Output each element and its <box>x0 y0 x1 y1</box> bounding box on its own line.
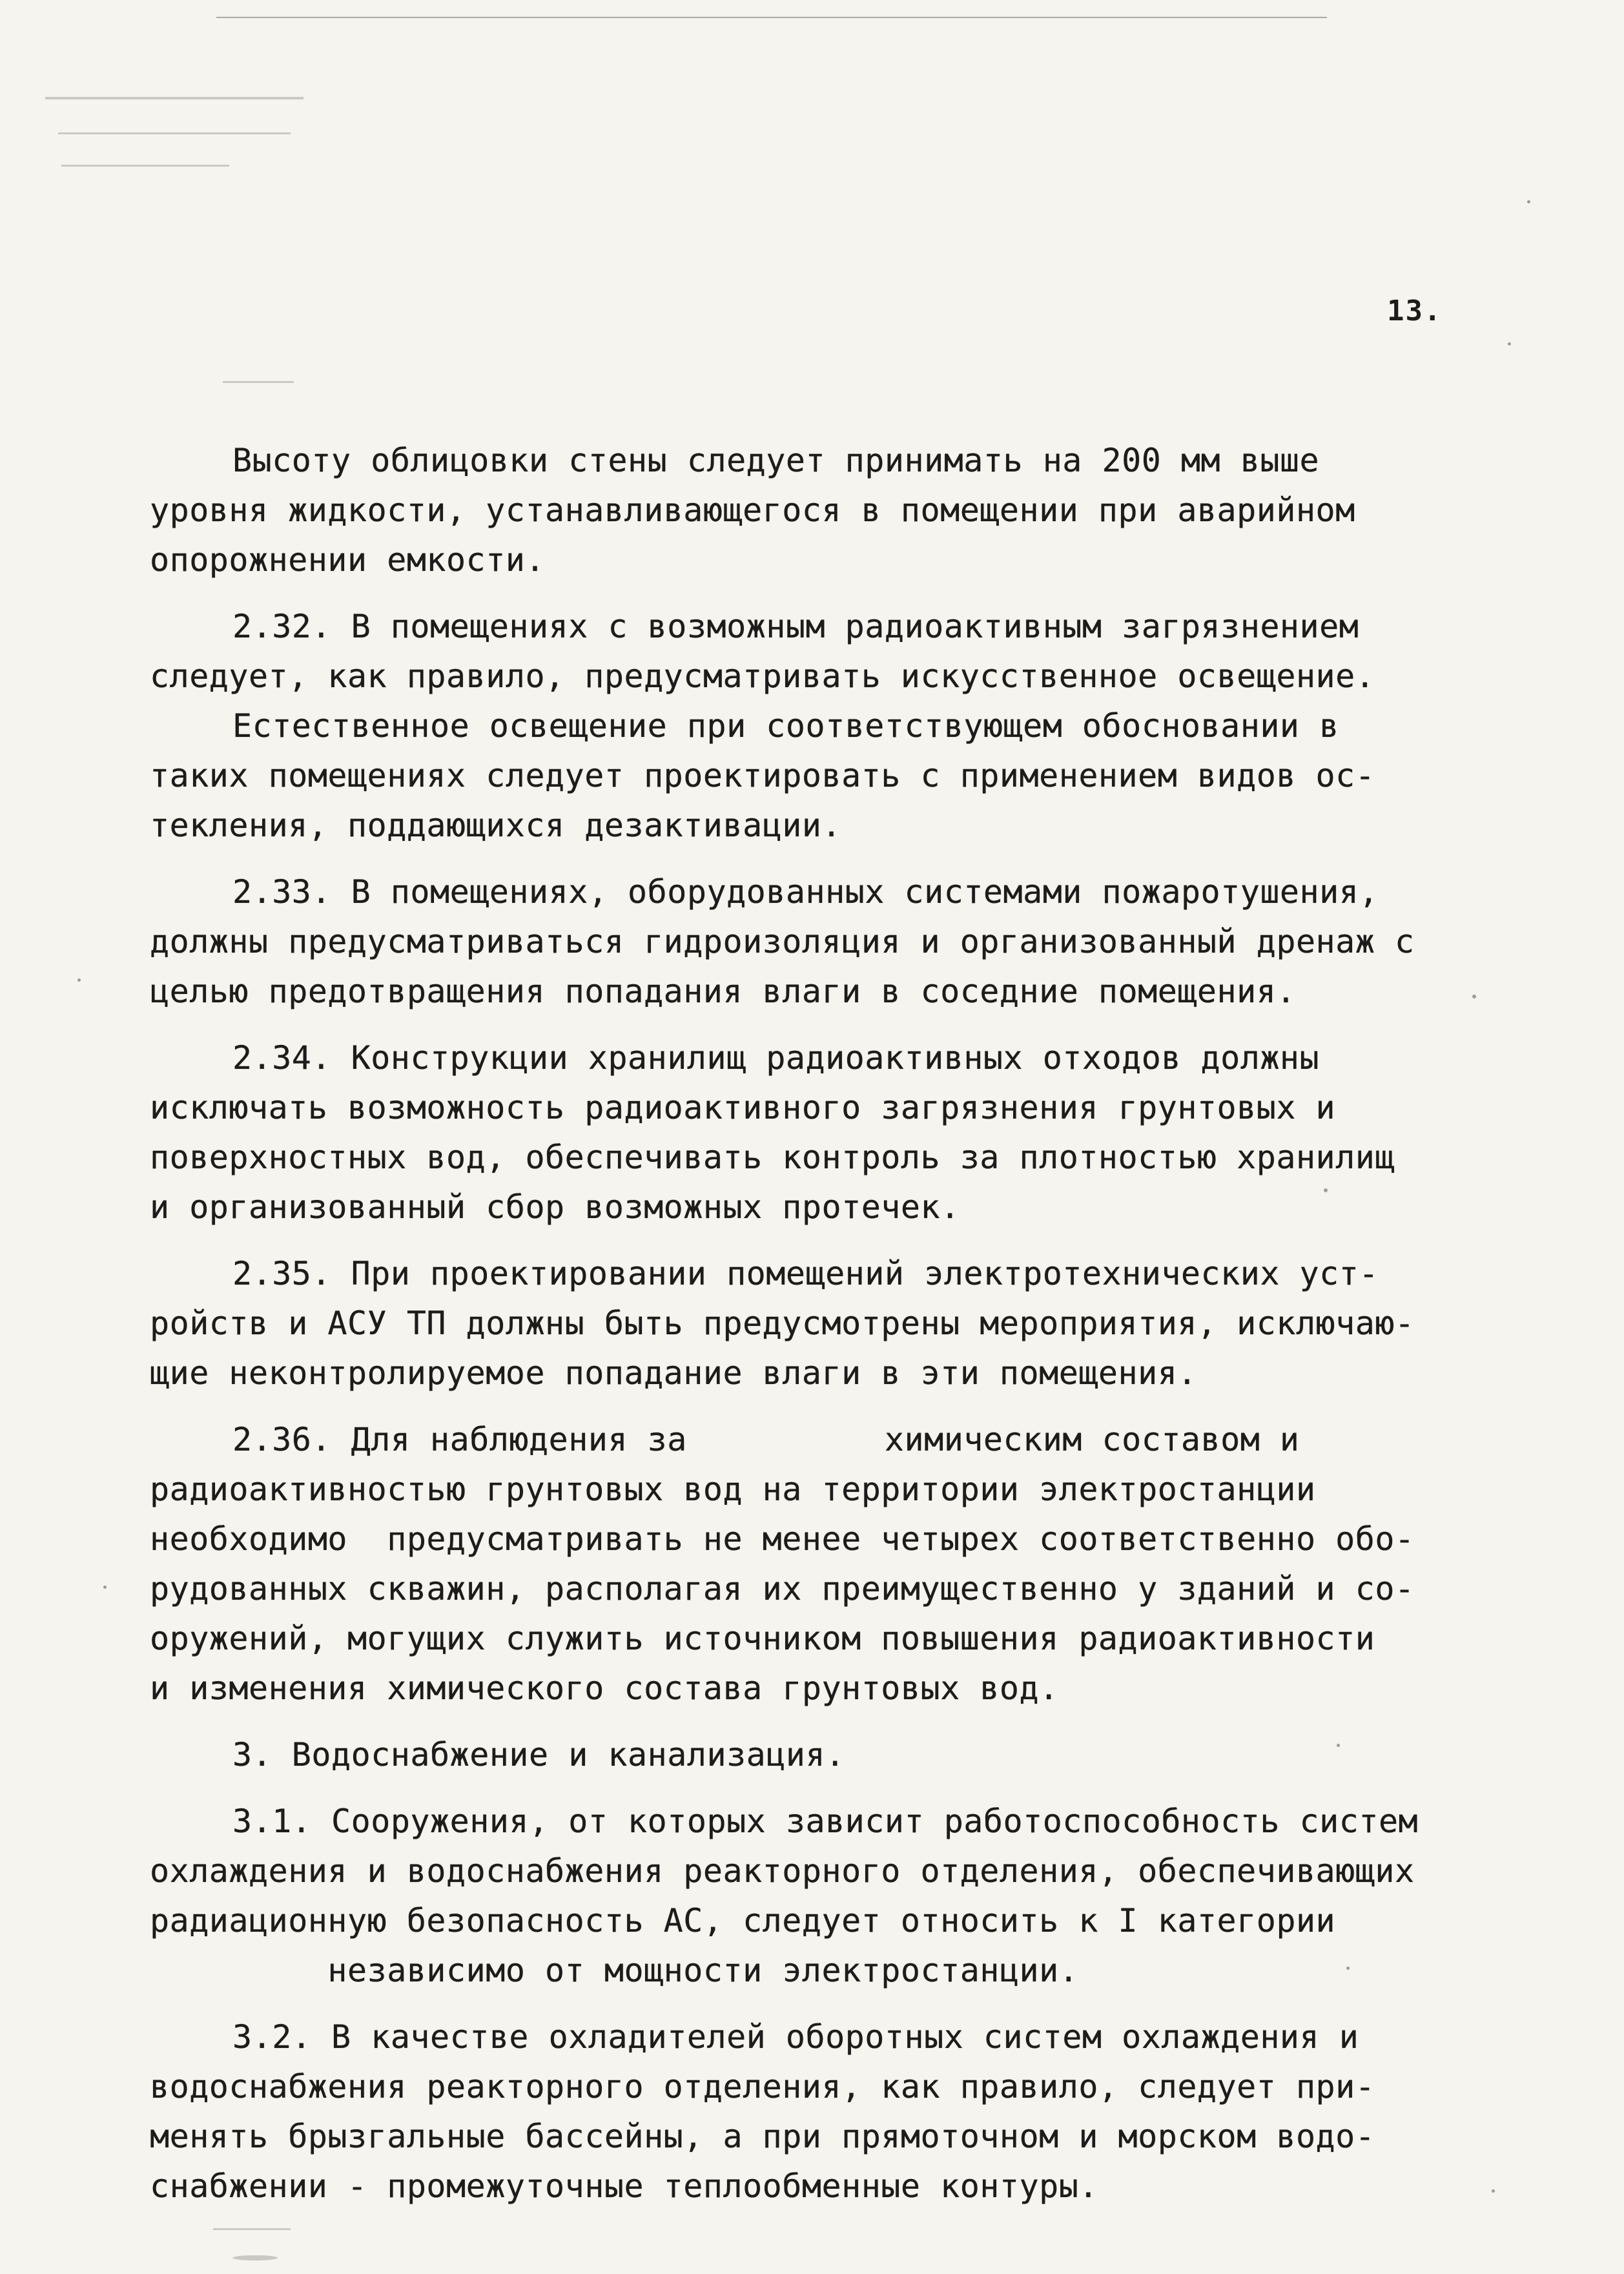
text-line: 2.34. Конструкции хранилищ радиоактивных отходов должны <box>232 1039 1320 1077</box>
text-line: поверхностных вод, обеспечивать контроль за плотностью хранилищ <box>150 1139 1395 1176</box>
text-line: независимо от мощности электростанции. <box>150 1952 1079 1989</box>
text-line: 2.36. Для наблюдения за химическим составом и <box>232 1421 1300 1458</box>
text-line: водоснабжения реакторного отделения, как правило, следует при- <box>150 2068 1375 2105</box>
page-number: 13. <box>1387 295 1443 327</box>
text-line: менять брызгальные бассейны, а при прямоточном и морском водо- <box>150 2118 1375 2155</box>
document-body <box>150 436 1428 2211</box>
text-line: 3.1. Сооружения, от которых зависит работоспособность систем <box>232 1803 1419 1840</box>
scan-artifact-left-dash <box>223 381 294 383</box>
text-line: целью предотвращения попадания влаги в соседние помещения. <box>150 973 1296 1010</box>
text-line: 3.2. В качестве охладителей оборотных систем охлаждения и <box>232 2018 1359 2056</box>
text-line: 2.32. В помещениях с возможным радиоактивным загрязнением <box>232 608 1359 645</box>
paragraph-spacer <box>150 1017 1428 1033</box>
text-line: необходимо предусматривать не менее четырех соответственно обо- <box>150 1520 1415 1558</box>
top-scan-edge-line <box>216 17 1327 18</box>
scan-artifact-top-left-2 <box>58 132 291 134</box>
text-line: оружений, могущих служить источником повышения радиоактивности <box>150 1620 1375 1657</box>
text-line: текления, поддающихся дезактивации. <box>150 807 842 844</box>
scan-speck <box>103 1586 107 1589</box>
text-line: 2.35. При проектировании помещений электротехнических уст- <box>232 1255 1379 1292</box>
text-line: Естественное освещение при соответствующем обосновании в <box>232 707 1339 745</box>
paragraph-spacer <box>150 851 1428 867</box>
text-line: Высоту облицовки стены следует принимать на 200 мм выше <box>232 442 1320 479</box>
scan-artifact-top-left-3 <box>61 165 229 167</box>
text-line: исключать возможность радиоактивного загрязнения грунтовых и <box>150 1089 1336 1126</box>
text-line: таких помещениях следует проектировать с применением видов ос- <box>150 757 1375 794</box>
text-line: и изменения химического состава грунтовых вод. <box>150 1669 1059 1707</box>
text-line: охлаждения и водоснабжения реакторного отделения, обеспечивающих <box>150 1852 1415 1890</box>
text-line: уровня жидкости, устанавливающегося в помещении при аварийном <box>150 491 1355 529</box>
scan-artifact-top-left <box>45 97 303 99</box>
paragraph-spacer <box>150 585 1428 602</box>
text-line: должны предусматриваться гидроизоляция и организованный дренаж с <box>150 923 1415 960</box>
paragraph-spacer <box>150 1232 1428 1249</box>
paragraph-spacer <box>150 1996 1428 2012</box>
text-line: следует, как правило, предусматривать искусственное освещение. <box>150 657 1375 695</box>
scan-speck <box>1508 342 1511 346</box>
scan-speck <box>77 978 81 982</box>
paragraph-spacer <box>150 1398 1428 1415</box>
paragraph-spacer <box>150 1713 1428 1730</box>
scan-artifact-bottom-left <box>213 2228 291 2230</box>
text-line: радиоактивностью грунтовых вод на территории электростанции <box>150 1471 1316 1508</box>
paragraph-spacer <box>150 1780 1428 1797</box>
text-line: снабжении - промежуточные теплообменные контуры. <box>150 2167 1098 2205</box>
text-line: опорожнении емкости. <box>150 541 546 579</box>
text-line: 2.33. В помещениях, оборудованных системами пожаротушения, <box>232 873 1379 911</box>
scan-speck <box>1527 200 1530 203</box>
scan-speck <box>1472 995 1476 998</box>
text-line: щие неконтролируемое попадание влаги в эти помещения. <box>150 1354 1197 1392</box>
scan-speck <box>1492 2189 1495 2193</box>
text-line: радиационную безопасность АС, следует относить к I категории <box>150 1902 1336 1939</box>
text-line: рудованных скважин, располагая их преимущественно у зданий и со- <box>150 1570 1415 1607</box>
text-line: и организованный сбор возможных протечек. <box>150 1188 960 1226</box>
text-line: ройств и АСУ ТП должны быть предусмотрены мероприятия, исключаю- <box>150 1305 1415 1342</box>
text-line: 3. Водоснабжение и канализация. <box>232 1736 845 1773</box>
scan-artifact-bottom-mark <box>232 2255 278 2260</box>
